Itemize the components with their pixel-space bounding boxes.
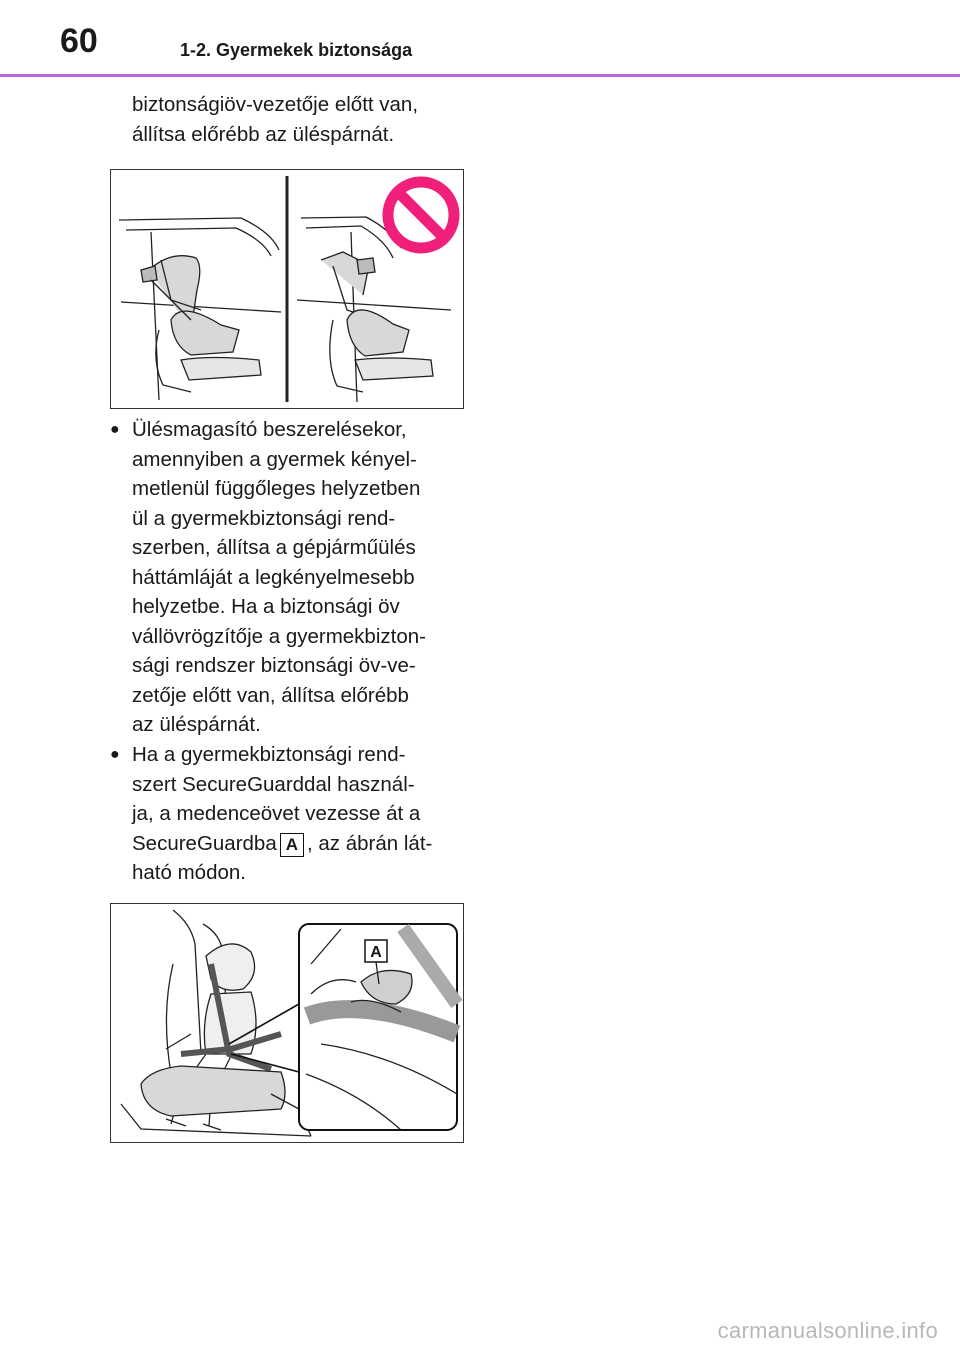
header-divider (0, 74, 960, 77)
bullet2-text: SecureGuardba (132, 831, 277, 855)
bullet1-line: ül a gyermekbiztonsági rend- (132, 506, 396, 530)
intro-line: biztonságiöv-vezetője előtt van, (132, 93, 419, 116)
bullet-dot-icon: ● (110, 746, 120, 763)
bullet2-line: ja, a medenceövet vezesse át a (132, 802, 421, 825)
watermark: carmanualsonline.info (717, 1318, 938, 1343)
bullet1-line: amennyiben a gyermek kényel- (132, 447, 417, 471)
bullet1-line: metlenül függőleges helyzetben (132, 477, 421, 500)
intro-paragraph (132, 90, 472, 149)
bullet2-line-with-callout (132, 829, 472, 859)
bullet2-text: , az ábrán lát- (307, 831, 433, 855)
bullet2-line: ható módon. (132, 861, 246, 884)
bullet1-line: az üléspárnát. (132, 713, 261, 736)
bullet-dot-icon: ● (110, 421, 120, 438)
figure-secureguard (110, 903, 464, 1143)
bullet-item-1 (110, 415, 472, 740)
prohibited-sign-icon (388, 182, 454, 248)
callout-label-a: A (280, 833, 304, 857)
section-title: 1-2. Gyermekek biztonsága (180, 40, 413, 60)
bullet1-line: Ülésmagasító beszerelésekor, (132, 418, 407, 441)
bullet2-line: szert SecureGuarddal használ- (132, 772, 415, 796)
bullet1-line: szerben, állítsa a gépjárműülés (132, 536, 416, 559)
bullet-item-2 (110, 740, 472, 888)
inset-callout-label: A (370, 944, 382, 961)
secureguard-inset (299, 924, 457, 1130)
bullet2-line: Ha a gyermekbiztonsági rend- (132, 743, 406, 766)
intro-line: állítsa előrébb az üléspárnát. (132, 122, 395, 146)
bullet1-line: zetője előtt van, állítsa előrébb (132, 683, 409, 707)
page-header (0, 0, 960, 80)
bullet1-line: vállövrögzítője a gyermekbizton- (132, 624, 426, 648)
bullet1-line: sági rendszer biztonsági öv-ve- (132, 654, 416, 677)
page-number: 60 (60, 22, 98, 60)
secureguard-illustration (111, 904, 463, 1142)
bullet1-line: háttámláját a legkényelmesebb (132, 565, 415, 589)
seat-comparison-illustration (111, 170, 463, 408)
figure-seat-comparison (110, 169, 464, 409)
bullet1-line: helyzetbe. Ha a biztonsági öv (132, 595, 400, 618)
